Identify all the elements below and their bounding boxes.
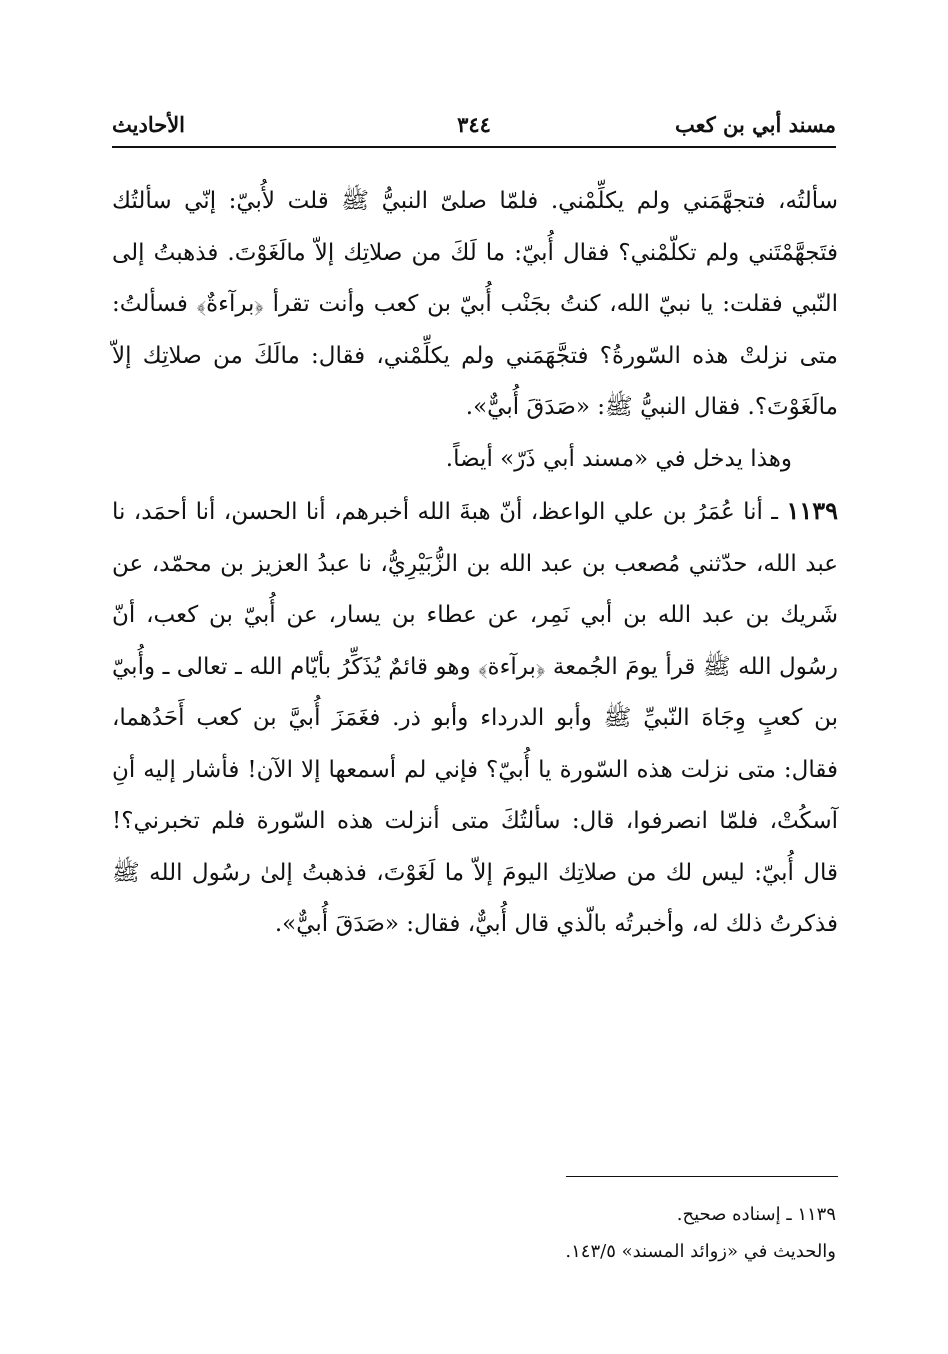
main-text bbox=[112, 176, 838, 951]
page-header bbox=[112, 112, 836, 148]
book-title: مسند أبي بن كعب bbox=[674, 112, 836, 137]
section-title: الأحاديث bbox=[112, 112, 186, 137]
footnote-divider bbox=[566, 1176, 838, 1177]
paragraph-note: وهذا يدخل في «مسند أبي ذَرّ» أيضاً. bbox=[445, 445, 792, 472]
footnotes bbox=[112, 1196, 836, 1270]
paragraph-continuation: سألتُه، فتجهَّمَني ولم يكلِّمْني. فلمّا صلىّ النبيُّ ﷺ قلت لأُبيّ: إنّي سألتُك فتَجهَّمْتَني ولم تكلّمْني؟ فقال أُبيّ: ما لَكَ من صلاتِك إلاّ مالَغَوْتَ. فذهبتُ إلى النّبي فقلت: يا نبيّ الله، كنتُ بجَنْب أُبيّ بن كعب وأنت تقرأ ﴿برآءةٌ﴾ فسألتُ: متى نزلتْ هذه السّورةُ؟ فتجَّهَمَني ولم يكلِّمْني، فقال: مالَكَ من صلاتِك إلاّ مالَغَوْتَ؟. فقال النبيُّ ﷺ: «صَدَقَ أُبيٌّ». bbox=[112, 188, 838, 420]
footnote-line: ١١٣٩ ـ إسناده صحيح. bbox=[676, 1204, 836, 1225]
hadith-text: ـ أنا عُمَرُ بن علي الواعظ، أنّ هبةَ الله أخبرهم، أنا الحسن، أنا أحمَد، نا عبد الله، حدّثني مُصعب بن عبد الله بن الزُّبَيْرِيُّ، نا عبدُ العزيز بن محمّد، عن شَريك بن عبد الله بن أبي نَمِر، عن عطاء بن يسار، عن أُبيّ بن كعب، أنّ رسُول الله ﷺ قرأ يومَ الجُمعة ﴿برآءة﴾ وهو قائمٌ يُذَكِّرُ بأيّام الله ـ تعالى ـ وأُبيّ بن كعبٍ وِجَاهَ النّبيِّ ﷺ وأبو الدرداء وأبو ذر. فغَمَزَ أُبيَّ بن كعب أَحَدُهما، فقال: متى نزلت هذه السّورة يا أُبيّ؟ فإني لم أسمعها إلا الآن! فأشار إليه أنِ آسكُتْ، فلمّا انصرفوا، قال: سألتُكَ متى أنزلت هذه السّورة فلم تخبرني؟! قال أُبيّ: ليس لك من صلاتِك اليومَ إلاّ ما لَغَوْتَ، فذهبتُ إلىٰ رسُول الله ﷺ فذكرتُ ذلك له، وأخبرتُه بالّذي قال أُبيٌّ، فقال: «صَدَقَ أُبيٌّ». bbox=[112, 499, 838, 937]
page-number: ٣٤٤ bbox=[457, 112, 491, 137]
footnote-line: والحديث في «زوائد المسند» ١٤٣/٥. bbox=[565, 1241, 836, 1262]
hadith-paragraph bbox=[112, 485, 838, 951]
hadith-number: ١١٣٩ bbox=[786, 496, 839, 525]
